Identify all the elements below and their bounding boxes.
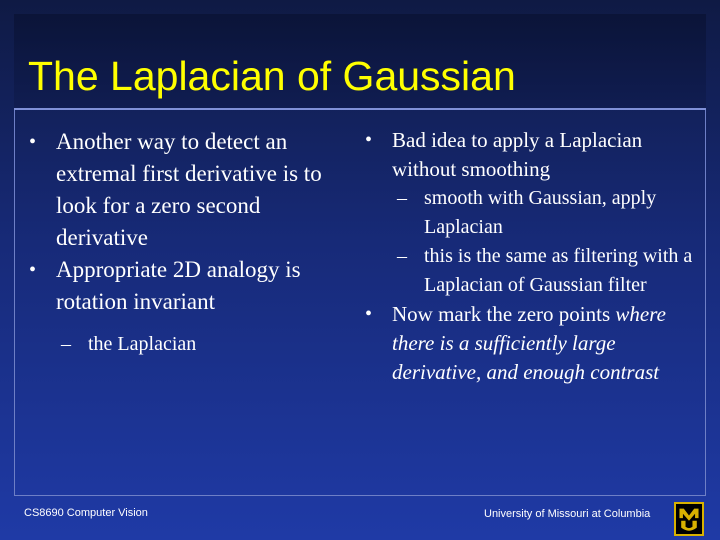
right-column <box>362 126 696 387</box>
sub-bullet-item <box>362 242 696 300</box>
bullet-item <box>362 126 696 184</box>
bullet-item <box>362 300 696 387</box>
bullet-text: Another way to detect an extremal first derivative is to look for a zero second derivative <box>56 129 322 250</box>
bullet-dot-icon: • <box>29 259 37 281</box>
bullet-item <box>26 254 348 318</box>
left-column <box>26 126 348 359</box>
bullet-text: Bad idea to apply a Laplacian without smoothing <box>392 128 643 181</box>
bullet-text-plain: Now mark the zero points <box>392 302 616 326</box>
bullet-dot-icon: • <box>29 131 37 153</box>
sub-bullet-text: the Laplacian <box>88 333 197 355</box>
title-divider <box>14 108 706 110</box>
bullet-text-italic: where there is a sufficiently large derivative, and enough contrast <box>392 302 666 384</box>
sub-bullet-text: smooth with Gaussian, apply Laplacian <box>424 187 657 238</box>
bullet-text: Appropriate 2D analogy is rotation invariant <box>56 257 301 314</box>
sub-bullet-item <box>26 330 348 359</box>
dash-icon: – <box>61 333 71 355</box>
dash-icon: – <box>397 187 407 209</box>
footer-course: CS8690 Computer Vision <box>24 507 148 519</box>
footer-university: University of Missouri at Columbia <box>484 508 651 520</box>
bullet-dot-icon: • <box>365 129 373 151</box>
university-logo-icon <box>674 502 704 536</box>
bullet-dot-icon: • <box>365 303 373 325</box>
sub-bullet-item <box>362 184 696 242</box>
dash-icon: – <box>397 245 407 267</box>
bullet-item <box>26 126 348 254</box>
slide-title: The Laplacian of Gaussian <box>28 53 516 99</box>
sub-bullet-text: this is the same as filtering with a Laplacian of Gaussian filter <box>424 245 693 296</box>
